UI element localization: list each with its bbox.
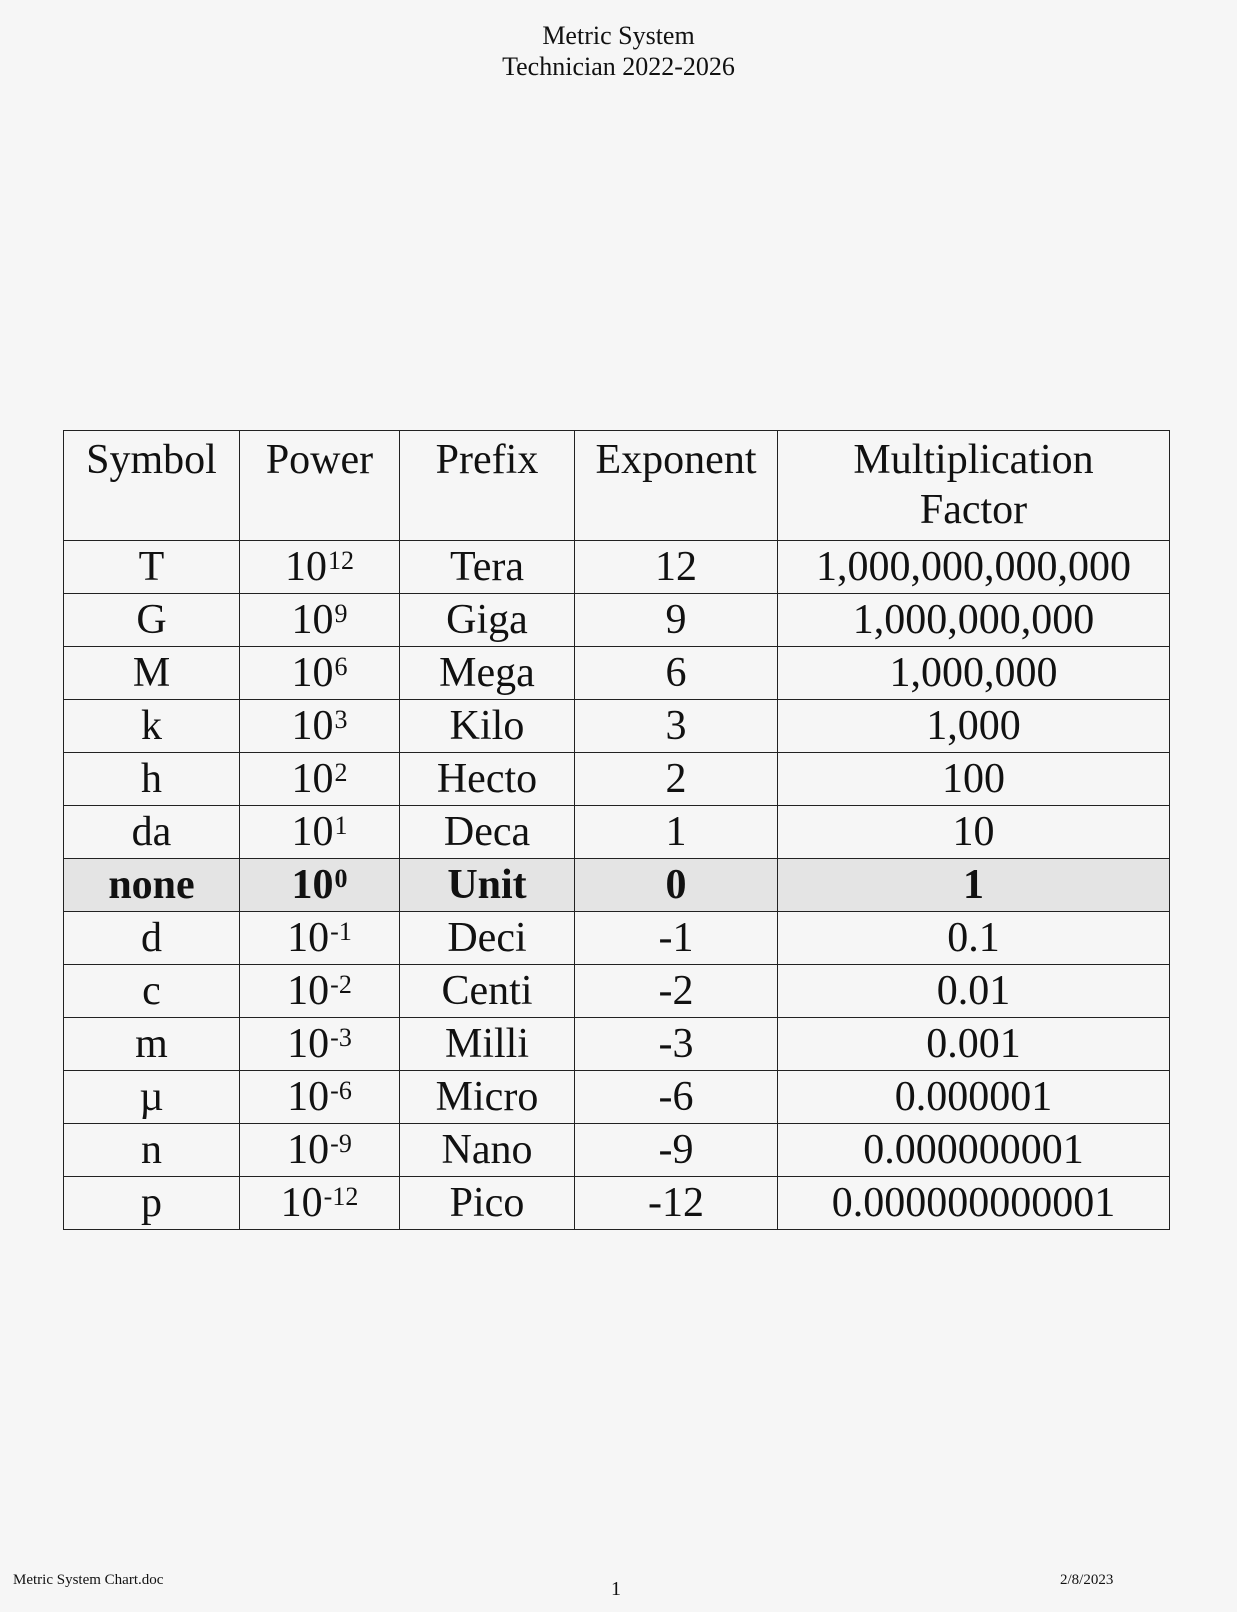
table-row [64, 1018, 1170, 1071]
column-header-power: Power [240, 431, 400, 541]
power-exponent: 12 [328, 546, 354, 575]
cell-exponent: 9 [575, 594, 778, 647]
cell-symbol: p [64, 1177, 240, 1230]
cell-prefix: Unit [400, 859, 575, 912]
cell-multiplication-factor: 1,000 [778, 700, 1170, 753]
cell-exponent: -2 [575, 965, 778, 1018]
table-row [64, 1124, 1170, 1177]
table-row [64, 753, 1170, 806]
cell-power [240, 1018, 400, 1071]
footer-date: 2/8/2023 [1060, 1572, 1114, 1588]
cell-power [240, 965, 400, 1018]
table-row [64, 806, 1170, 859]
cell-exponent: -9 [575, 1124, 778, 1177]
footer-page-number: 1 [611, 1578, 621, 1600]
column-header-exponent: Exponent [575, 431, 778, 541]
page-header [0, 20, 1237, 82]
cell-prefix: Tera [400, 541, 575, 594]
power-exponent: -2 [330, 970, 352, 999]
power-base: 10 [287, 1127, 330, 1173]
power-exponent: -12 [323, 1182, 359, 1211]
table-row [64, 700, 1170, 753]
power-base: 10 [291, 862, 334, 908]
cell-multiplication-factor: 10 [778, 806, 1170, 859]
power-base: 10 [287, 915, 330, 961]
power-base: 10 [285, 544, 327, 590]
cell-exponent: 12 [575, 541, 778, 594]
cell-symbol: n [64, 1124, 240, 1177]
cell-symbol: d [64, 912, 240, 965]
metric-prefix-table [63, 430, 1170, 1230]
table-row [64, 594, 1170, 647]
cell-exponent: -1 [575, 912, 778, 965]
power-exponent: -3 [330, 1023, 352, 1052]
cell-power [240, 1071, 400, 1124]
cell-prefix: Deci [400, 912, 575, 965]
power-exponent: 2 [334, 758, 348, 787]
document-subtitle: Technician 2022-2026 [502, 52, 735, 81]
cell-prefix: Deca [400, 806, 575, 859]
cell-symbol: da [64, 806, 240, 859]
cell-symbol: k [64, 700, 240, 753]
cell-exponent: -6 [575, 1071, 778, 1124]
cell-prefix: Hecto [400, 753, 575, 806]
cell-multiplication-factor: 1,000,000 [778, 647, 1170, 700]
power-exponent: 0 [334, 864, 348, 893]
power-exponent: -1 [330, 917, 352, 946]
cell-symbol: µ [64, 1071, 240, 1124]
table-row [64, 912, 1170, 965]
table-row [64, 965, 1170, 1018]
cell-prefix: Nano [400, 1124, 575, 1177]
table-row [64, 541, 1170, 594]
table-row [64, 859, 1170, 912]
power-base: 10 [287, 1074, 330, 1120]
cell-exponent: -3 [575, 1018, 778, 1071]
cell-multiplication-factor: 1,000,000,000 [778, 594, 1170, 647]
power-exponent: 1 [334, 811, 348, 840]
cell-power [240, 1124, 400, 1177]
cell-exponent: 3 [575, 700, 778, 753]
cell-symbol: T [64, 541, 240, 594]
footer-filename: Metric System Chart.doc [13, 1572, 164, 1588]
table-row [64, 1071, 1170, 1124]
cell-multiplication-factor: 0.000000000001 [778, 1177, 1170, 1230]
cell-power [240, 700, 400, 753]
cell-symbol: m [64, 1018, 240, 1071]
cell-multiplication-factor: 0.000001 [778, 1071, 1170, 1124]
table-row [64, 647, 1170, 700]
cell-exponent: 0 [575, 859, 778, 912]
cell-exponent: 2 [575, 753, 778, 806]
cell-exponent: -12 [575, 1177, 778, 1230]
cell-symbol: M [64, 647, 240, 700]
cell-power [240, 1177, 400, 1230]
column-header-symbol: Symbol [64, 431, 240, 541]
power-exponent: 3 [334, 705, 348, 734]
power-base: 10 [280, 1180, 323, 1226]
table-header-row [64, 431, 1170, 541]
cell-power [240, 594, 400, 647]
table-row [64, 1177, 1170, 1230]
cell-power [240, 859, 400, 912]
power-base: 10 [291, 809, 334, 855]
power-exponent: -6 [330, 1076, 352, 1105]
cell-power [240, 806, 400, 859]
column-header-multiplication-factor: Multiplication Factor [778, 431, 1170, 541]
cell-prefix: Micro [400, 1071, 575, 1124]
cell-prefix: Giga [400, 594, 575, 647]
cell-power [240, 647, 400, 700]
cell-symbol: G [64, 594, 240, 647]
column-header-prefix: Prefix [400, 431, 575, 541]
cell-multiplication-factor: 1,000,000,000,000 [778, 541, 1170, 594]
document-title: Metric System [542, 21, 695, 50]
power-base: 10 [291, 650, 334, 696]
cell-prefix: Pico [400, 1177, 575, 1230]
cell-symbol: c [64, 965, 240, 1018]
power-exponent: -9 [330, 1129, 352, 1158]
cell-exponent: 6 [575, 647, 778, 700]
power-base: 10 [287, 1021, 330, 1067]
cell-multiplication-factor: 0.01 [778, 965, 1170, 1018]
cell-prefix: Centi [400, 965, 575, 1018]
cell-prefix: Milli [400, 1018, 575, 1071]
cell-multiplication-factor: 100 [778, 753, 1170, 806]
power-base: 10 [291, 703, 334, 749]
power-exponent: 9 [334, 599, 348, 628]
cell-prefix: Kilo [400, 700, 575, 753]
power-base: 10 [287, 968, 330, 1014]
power-base: 10 [291, 756, 334, 802]
table-body [64, 541, 1170, 1230]
cell-symbol: h [64, 753, 240, 806]
cell-prefix: Mega [400, 647, 575, 700]
cell-power [240, 753, 400, 806]
power-base: 10 [291, 597, 334, 643]
cell-power [240, 541, 400, 594]
cell-multiplication-factor: 0.000000001 [778, 1124, 1170, 1177]
cell-symbol: none [64, 859, 240, 912]
cell-multiplication-factor: 0.001 [778, 1018, 1170, 1071]
power-exponent: 6 [334, 652, 348, 681]
cell-multiplication-factor: 0.1 [778, 912, 1170, 965]
cell-multiplication-factor: 1 [778, 859, 1170, 912]
cell-exponent: 1 [575, 806, 778, 859]
cell-power [240, 912, 400, 965]
